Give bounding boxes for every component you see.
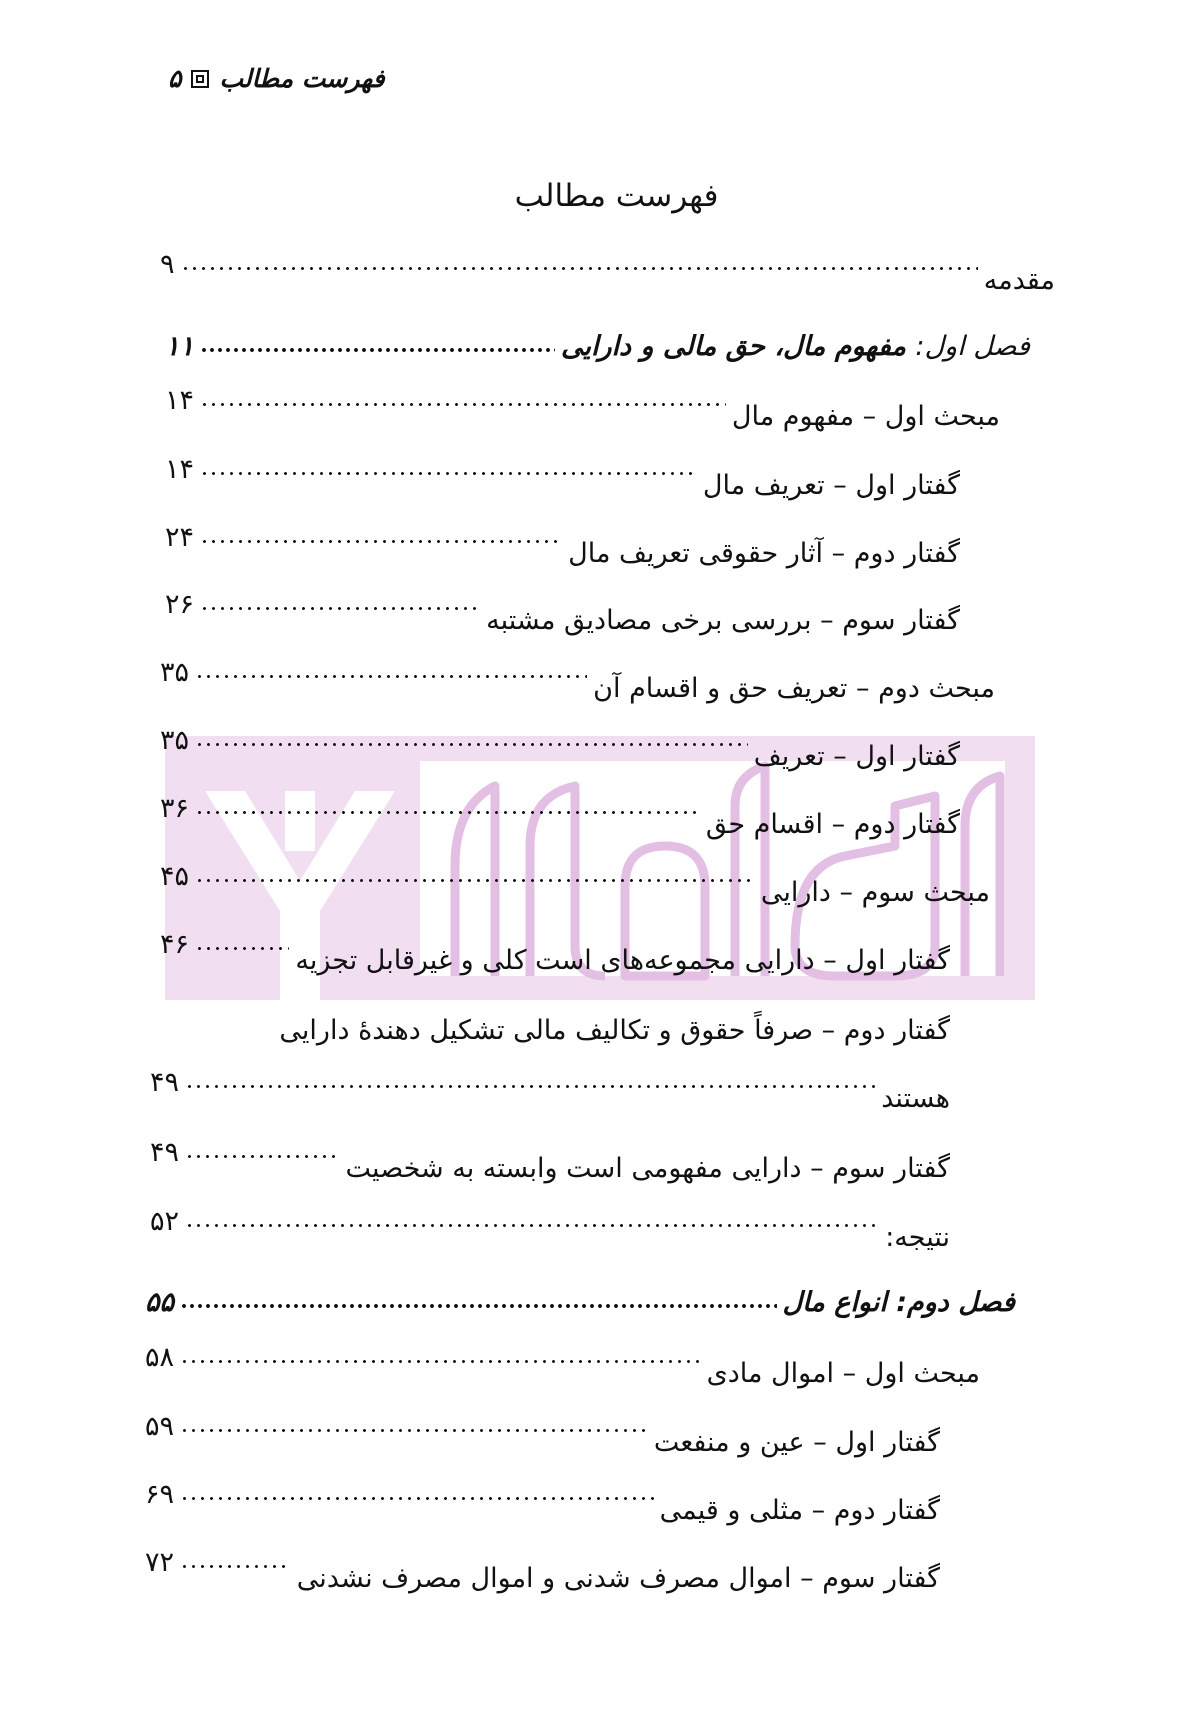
dot-leader	[195, 675, 587, 678]
toc-entry-title: گفتار اول – دارایی مجموعه‌های است کلی و غیرقابل تجزیه	[295, 945, 950, 976]
dot-leader	[195, 743, 748, 746]
toc-entry-page: ۳۵	[160, 725, 190, 756]
toc-entry-title: گفتار سوم – اموال مصرف شدنی و اموال مصرف نشدنی	[296, 1563, 940, 1594]
dot-leader	[185, 1224, 879, 1227]
chapter-title: انواع مال	[782, 1287, 887, 1318]
toc-entry-page: ۴۵	[160, 861, 190, 892]
toc-chapter-entry[interactable]	[165, 316, 1030, 360]
toc-entry-title: مبحث دوم – تعریف حق و اقسام آن	[593, 673, 995, 704]
dot-leader	[200, 540, 562, 543]
toc-entry-page: ۵۹	[145, 1411, 175, 1442]
toc-entry-page: ۲۶	[165, 589, 195, 620]
toc-entry-title: گفتار سوم – دارایی مفهومی است وابسته به شخصیت	[345, 1153, 950, 1184]
toc-entry[interactable]	[165, 590, 960, 634]
dot-leader	[200, 472, 697, 475]
toc-entry-page: ۴۹	[150, 1067, 180, 1098]
toc-entry[interactable]	[160, 862, 990, 906]
dot-leader	[200, 348, 555, 352]
toc-entry[interactable]	[145, 1412, 940, 1456]
toc-entry-page: ۵۲	[150, 1206, 180, 1237]
toc-entry-title: گفتار دوم – آثار حقوقی تعریف مال	[568, 538, 960, 569]
toc-entry-title: گفتار دوم – اقسام حق	[705, 809, 960, 840]
toc-entry[interactable]	[150, 1138, 950, 1182]
toc-entry-title: مبحث سوم – دارایی	[760, 877, 990, 908]
chapter-prefix: فصل دوم:	[896, 1287, 1015, 1318]
chapter-prefix: فصل اول:	[915, 331, 1030, 362]
toc-entry[interactable]	[145, 1548, 940, 1592]
toc-entry-page: ۱۴	[165, 454, 195, 485]
toc-entry-page: ۵۵	[145, 1287, 175, 1318]
dot-leader	[195, 879, 755, 882]
toc-entry[interactable]	[220, 1000, 950, 1044]
toc-entry[interactable]	[160, 726, 960, 770]
toc-entry-page: ۹	[160, 249, 175, 280]
dot-leader	[200, 403, 726, 406]
toc-entry[interactable]	[165, 455, 960, 499]
toc-entry[interactable]	[160, 930, 950, 974]
toc-entry-title	[561, 333, 1030, 360]
toc-entry-title: گفتار سوم – بررسی برخی مصادیق مشتبه	[486, 605, 960, 636]
toc-entry-page: ۴۶	[160, 929, 190, 960]
toc-entry-page: ۱۴	[165, 385, 195, 416]
toc-entry[interactable]	[145, 1343, 980, 1387]
toc-chapter-entry[interactable]	[145, 1272, 1015, 1316]
dot-leader	[185, 1085, 875, 1088]
dot-leader	[180, 1497, 654, 1500]
dot-leader	[185, 1155, 340, 1158]
toc-entry-title: هستند	[881, 1083, 950, 1114]
toc-entry-title: گفتار دوم – مثلی و قیمی	[659, 1495, 940, 1526]
toc-entry-title: نتیجه:	[885, 1222, 950, 1253]
toc-entry-title: مبحث اول – مفهوم مال	[731, 401, 1000, 432]
toc-entry-page: ۳۶	[160, 793, 190, 824]
toc-entry-title: مقدمه	[983, 265, 1055, 296]
dot-leader	[200, 607, 480, 610]
dot-leader	[195, 811, 700, 814]
dot-leader	[195, 947, 289, 950]
toc-entry[interactable]	[165, 523, 960, 567]
toc-entry[interactable]	[150, 1207, 950, 1251]
toc-entry[interactable]	[160, 794, 960, 838]
dot-leader	[180, 1565, 291, 1568]
toc-entry[interactable]	[145, 1480, 940, 1524]
dot-leader	[180, 1360, 701, 1363]
dot-leader	[181, 267, 978, 270]
toc-entry-title: گفتار اول – عین و منفعت	[653, 1427, 940, 1458]
page-title: فهرست مطالب	[514, 178, 719, 214]
toc-entry-page: ۳۵	[160, 657, 190, 688]
toc-entry-title: گفتار اول – تعریف مال	[702, 470, 960, 501]
toc-entry-continuation[interactable]	[150, 1068, 950, 1112]
toc-entry-page: ۶۹	[145, 1479, 175, 1510]
toc-entry[interactable]	[165, 386, 1000, 430]
toc-entry-title: مبحث اول – اموال مادی	[706, 1358, 980, 1389]
toc-entry-page: ۱۱	[165, 331, 195, 362]
toc-entry-title: گفتار اول – تعریف	[753, 741, 960, 772]
toc-entry-title	[783, 1289, 1015, 1316]
toc-entry-page: ۵۸	[145, 1342, 175, 1373]
toc-entry-page: ۲۴	[165, 522, 195, 553]
toc-entry-page: ۷۲	[145, 1547, 175, 1578]
dot-leader	[180, 1304, 777, 1308]
toc-entry[interactable]	[160, 250, 1055, 294]
running-header-title: فهرست مطالب	[219, 64, 385, 93]
toc-entry-title: گفتار دوم – صرفاً حقوق و تکالیف مالی تشکیل دهندهٔ دارایی	[279, 1015, 950, 1046]
chapter-title: مفهوم مال، حق مالی و دارایی	[560, 331, 906, 362]
dot-leader	[180, 1429, 648, 1432]
running-header-page-number: ۵	[168, 64, 182, 93]
toc-entry-page: ۴۹	[150, 1137, 180, 1168]
toc-entry[interactable]	[160, 658, 995, 702]
